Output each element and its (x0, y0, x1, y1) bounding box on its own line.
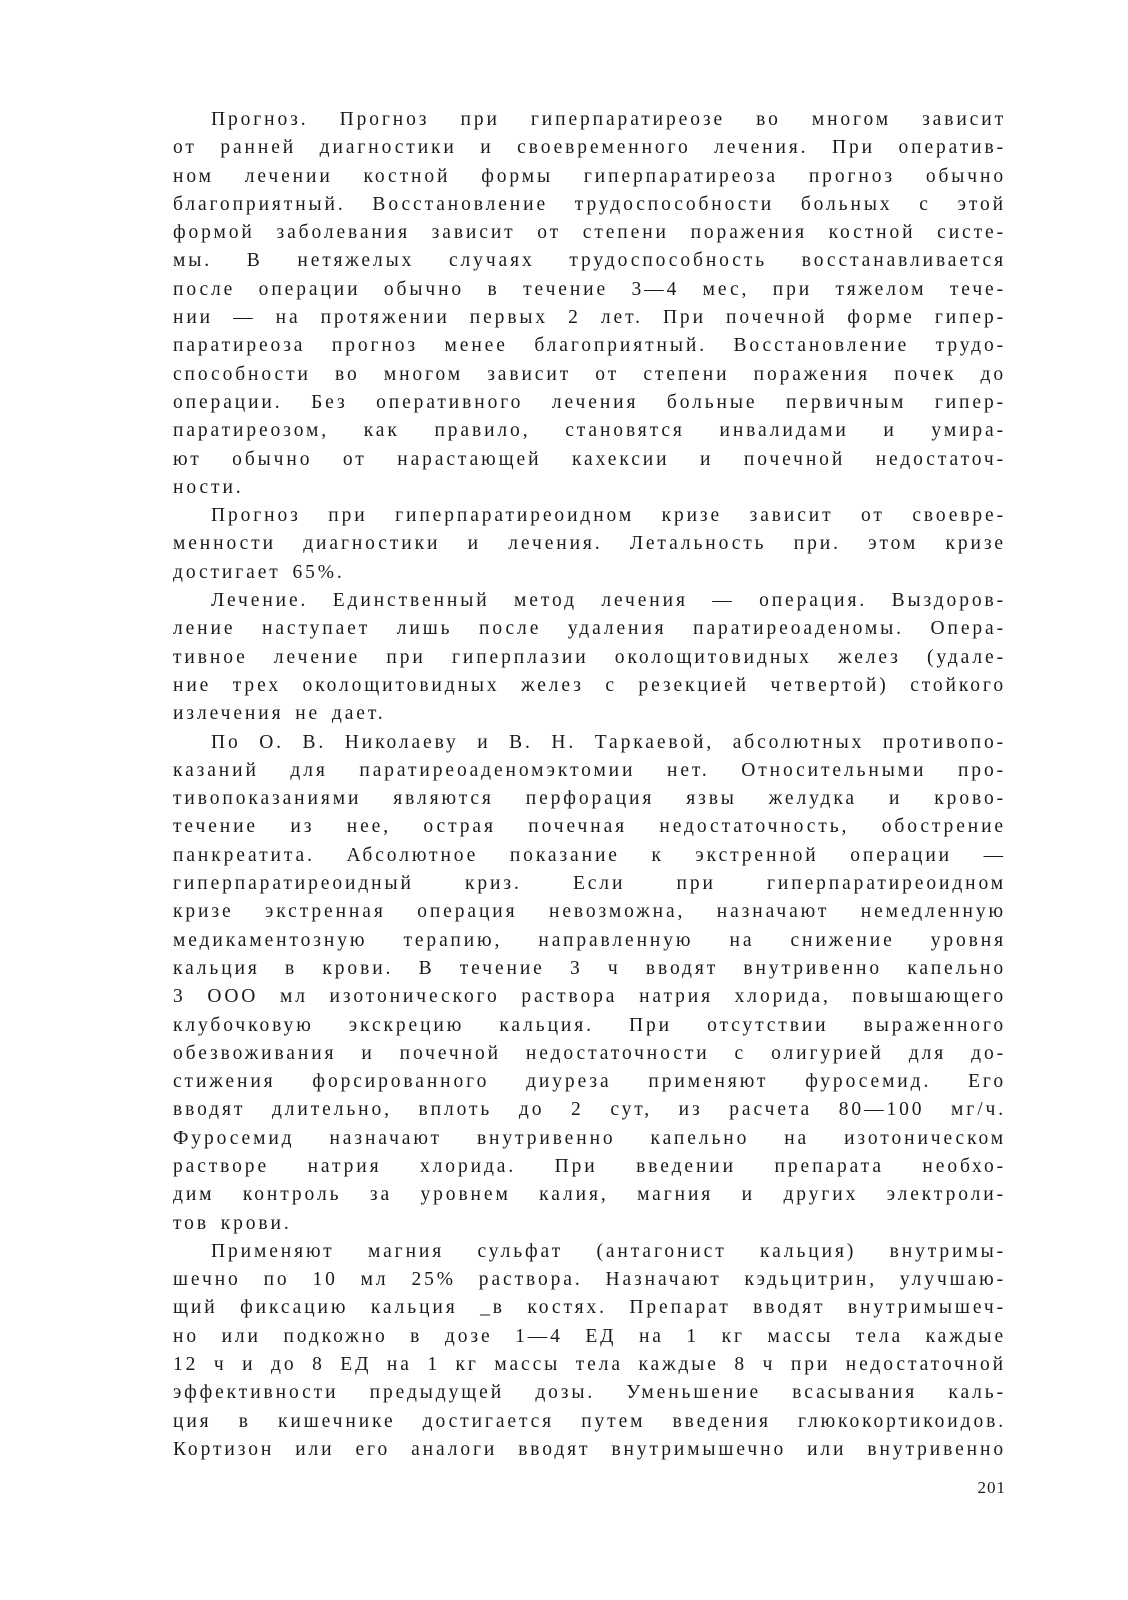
text-line: операции. Без оперативного лечения больные первичным гипер- (173, 391, 1006, 413)
text-line: По О. В. Николаеву и В. Н. Таркаевой, абсолютных противопо- (211, 731, 1006, 753)
text-line: но или подкожно в дозе 1—4 ЕД на 1 кг массы тела каждые (173, 1325, 1006, 1347)
text-line: щий фиксацию кальция _в костях. Препарат вводят внутримышеч- (173, 1297, 1006, 1319)
text-line: Фуросемид назначают внутривенно капельно на изотоническом (173, 1127, 1006, 1149)
text-line: паратиреозом, как правило, становятся инвалидами и умира- (173, 420, 1006, 442)
text-line: менности диагностики и лечения. Летальность при. этом кризе (173, 533, 1006, 555)
text-line: достигает 65%. (173, 561, 345, 583)
text-line: медикаментозную терапию, направленную на снижение уровня (173, 929, 1006, 951)
text-line: кризе экстренная операция невозможна, назначают немедленную (173, 901, 1006, 923)
text-line: течение из нее, острая почечная недостаточность, обострение (173, 816, 1006, 838)
paragraph-crisis-prognosis (173, 502, 1006, 587)
text-line: тов крови. (173, 1212, 292, 1234)
text-line: Лечение. Единственный метод лечения — операция. Выздоров- (211, 590, 1006, 612)
text-line: ном лечении костной формы гиперпаратиреоза прогноз обычно (173, 165, 1006, 187)
text-line: кальция в крови. В течение 3 ч вводят внутривенно капельно (173, 957, 1006, 979)
text-line: дим контроль за уровнем калия, магния и других электроли- (173, 1184, 1006, 1206)
text-line: ние трех околощитовидных желез с резекцией четвертой) стойкого (173, 674, 1006, 696)
text-line: Прогноз. Прогноз при гиперпаратиреозе во многом зависит (211, 109, 1006, 130)
text-line: ют обычно от нарастающей кахексии и почечной недостаточ- (173, 448, 1006, 470)
text-line: ция в кишечнике достигается путем введения глюкокортикоидов. (173, 1410, 1006, 1432)
text-line: Применяют магния сульфат (антагонист кальция) внутримы- (211, 1240, 1006, 1262)
text-line: излечения не дает. (173, 703, 386, 725)
text-line: паратиреоза прогноз менее благоприятный. Восстановление трудо- (173, 335, 1006, 357)
page-body (173, 106, 1006, 1464)
text-line: 3 ООО мл изотонического раствора натрия хлорида, повышающего (173, 986, 1006, 1008)
text-line: казаний для паратиреоаденомэктомии нет. Относительными про- (173, 759, 1006, 781)
text-line: благоприятный. Восстановление трудоспособности больных с этой (173, 193, 1006, 215)
paragraph-contraindications (173, 729, 1006, 1238)
text-line: способности во многом зависит от степени поражения почек до (173, 363, 1006, 385)
text-line: стижения форсированного диуреза применяют фуросемид. Его (173, 1071, 1006, 1093)
text-line: ление наступает лишь после удаления паратиреоаденомы. Опера- (173, 618, 1006, 640)
text-line: после операции обычно в течение 3—4 мес, при тяжелом тече- (173, 278, 1006, 300)
text-line: ности. (173, 476, 244, 498)
text-line: клубочковую экскрецию кальция. При отсутствии выраженного (173, 1014, 1006, 1036)
text-line: от ранней диагностики и своевременного лечения. При оператив- (173, 137, 1006, 159)
text-line: растворе натрия хлорида. При введении препарата необхо- (173, 1155, 1006, 1177)
text-line: Прогноз при гиперпаратиреоидном кризе зависит от своевре- (211, 505, 1006, 527)
text-line: 12 ч и до 8 ЕД на 1 кг массы тела каждые 8 ч при недостаточной (173, 1354, 1006, 1376)
text-line: гиперпаратиреоидный криз. Если при гиперпаратиреоидном (173, 873, 1006, 895)
text-line: тивопоказаниями являются перфорация язвы желудка и крово- (173, 788, 1006, 810)
text-line: тивное лечение при гиперплазии околощитовидных желез (удале- (173, 646, 1006, 668)
paragraph-magnesium (173, 1238, 1006, 1464)
text-line: мы. В нетяжелых случаях трудоспособность восстанавливается (173, 250, 1006, 272)
text-line: формой заболевания зависит от степени поражения костной систе- (173, 222, 1006, 244)
paragraph-prognosis (173, 106, 1006, 502)
text-line: эффективности предыдущей дозы. Уменьшение всасывания каль- (173, 1382, 1006, 1404)
text-line: обезвоживания и почечной недостаточности с олигурией для до- (173, 1042, 1006, 1064)
paragraph-treatment (173, 587, 1006, 728)
text-line: вводят длительно, вплоть до 2 сут, из расчета 80—100 мг/ч. (173, 1099, 1006, 1121)
text-line: Кортизон или его аналоги вводят внутримышечно или внутривенно (173, 1438, 1006, 1460)
text-line: панкреатита. Абсолютное показание к экстренной операции — (173, 844, 1006, 866)
page-number: 201 (977, 1478, 1006, 1497)
text-line: нии — на протяжении первых 2 лет. При почечной форме гипер- (173, 307, 1006, 329)
text-line: шечно по 10 мл 25% раствора. Назначают кэдьцитрин, улучшаю- (173, 1269, 1006, 1291)
